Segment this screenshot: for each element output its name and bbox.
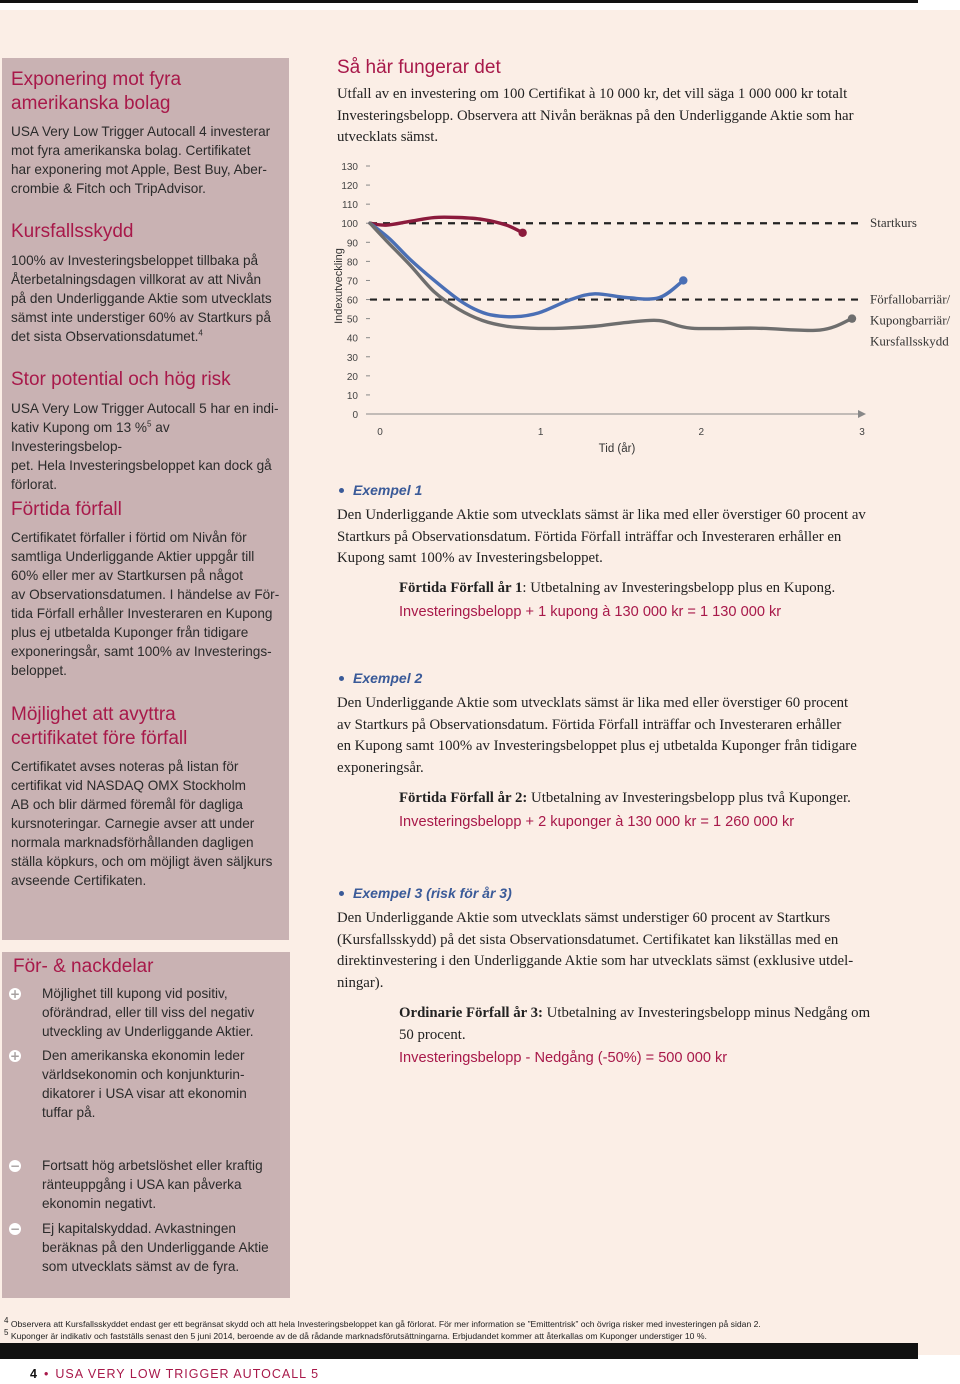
potential-text [11, 399, 283, 494]
x-tick-label: 3 [859, 427, 865, 438]
series-line [370, 217, 523, 233]
example-3-heading [339, 885, 512, 901]
pros-cons-heading: För- & nackdelar [13, 956, 154, 977]
early-redemption-text [11, 528, 283, 680]
y-tick-label: 50 [346, 314, 358, 326]
y-tick-label: 20 [346, 371, 358, 383]
footer-bullet-icon: • [43, 1367, 50, 1381]
early-line: av Observationsdatumen. I händelse av För- [11, 587, 280, 602]
con-item [42, 1219, 278, 1276]
early-line: beloppet. [11, 663, 67, 678]
example-line: direktinvestering i den Underliggande Aktie som har utvecklats sämst (exklusive utdel- [337, 953, 854, 970]
example-line: Den Underliggande Aktie som utvecklats sämst är lika med eller överstiger 60 procent av [337, 507, 866, 523]
early-redemption-heading: Förtida förfall [11, 499, 122, 520]
pro-line: Den amerikanska ekonomin leder [42, 1048, 245, 1063]
sell-line: kursnoteringar. Carnegie avser att under [11, 816, 255, 831]
pro-line: utveckling av Underliggande Aktier. [42, 1024, 254, 1039]
calc-text: Utbetalning av Investeringsbelopp plus två Kuponger. [527, 790, 851, 806]
protection-line [11, 327, 283, 346]
x-axis-arrow-icon [858, 410, 866, 418]
calc-text: : Utbetalning av Investeringsbelopp plus en Kupong. [522, 580, 836, 596]
potential-heading: Stor potential och hög risk [11, 369, 231, 390]
protection-line-text: det sista Observationsdatumet. [11, 329, 199, 344]
running-title: USA VERY LOW TRIGGER AUTOCALL 5 [55, 1367, 320, 1381]
intro-line: Investeringsbelopp. Observera att Nivån beräknas på den Underliggande Aktie som har [337, 107, 854, 124]
protection-line: Återbetalningsdagen villkorat av att Nivån [11, 272, 262, 287]
example-line: en Kupong samt 100% av Investeringsbeloppet plus ej utbetalda Kuponger från tidigare [337, 738, 857, 755]
con-line: ekonomin negativt. [42, 1196, 157, 1211]
series-end-point [518, 229, 526, 237]
example-1-text [337, 505, 919, 570]
exposure-line: har exponering mot Apple, Best Buy, Aber- [11, 162, 267, 177]
series-end-point [679, 276, 687, 284]
y-tick-label: 120 [341, 181, 358, 193]
series-end-point [848, 314, 856, 322]
exposure-line: crombie & Fitch och TripAdvisor. [11, 181, 206, 196]
x-axis-ticks [377, 427, 865, 438]
footer-rule [0, 1343, 918, 1359]
sell-heading-line: Möjlighet att avyttra [11, 704, 176, 725]
example-1-formula: Investeringsbelopp + 1 kupong à 130 000 kr = 1 130 000 kr [399, 604, 782, 620]
footnote-5 [4, 1328, 707, 1341]
minus-icon: − [9, 1222, 21, 1236]
pro-line: världsekonomin och konjunkturin- [42, 1067, 245, 1082]
example-title: Exempel 3 (risk för år 3) [353, 885, 512, 901]
example-title: Exempel 2 [353, 670, 423, 686]
pro-line: Möjlighet till kupong vid positiv, [42, 986, 228, 1001]
potential-line: förlorat. [11, 477, 58, 492]
calc-line [399, 1002, 919, 1024]
y-tick-label: 100 [341, 219, 358, 231]
protection-line: sämst inte understiger 60% av Startkurs på [11, 310, 271, 325]
example-3-formula: Investeringsbelopp - Nedgång (-50%) = 500 000 kr [399, 1050, 728, 1066]
calc-label: Ordinarie Förfall år 3: [399, 1005, 543, 1021]
potential-line-text: kativ Kupong om 13 % [11, 420, 148, 435]
protection-heading: Kursfallsskydd [11, 221, 134, 242]
potential-line-text: av Investeringsbelop- [11, 420, 170, 454]
intro-text [337, 84, 919, 149]
example-3-calc [399, 1002, 919, 1046]
example-line: av Startkurs på Observationsdatum. Förtida Förfall inträffar och Investeraren erhåller [337, 716, 842, 733]
sell-line: avseende Certifikaten. [11, 873, 147, 888]
minus-icon: − [9, 1159, 21, 1173]
calc-text: Utbetalning av Investeringsbelopp minus Nedgång om [542, 1005, 871, 1021]
y-axis-label: Indexutveckling [333, 248, 345, 324]
exposure-line: USA Very Low Trigger Autocall 4 investerar [11, 124, 271, 139]
series-line [370, 223, 683, 317]
intro-line: Utfall av en investering om 100 Certifikat à 10 000 kr, det vill säga 1 000 000 kr totalt [337, 86, 848, 102]
reference-line-label: Kursfallsskydd [870, 333, 949, 349]
potential-line: USA Very Low Trigger Autocall 5 har en indi- [11, 401, 279, 416]
early-line: 60% eller mer av Startkursen på något [11, 568, 243, 583]
calc-label: Förtida Förfall år 1 [399, 580, 523, 596]
sell-line: normala marknadsförhållanden dagligen [11, 835, 254, 850]
pro-line: dikatorer i USA visar att ekonomin [42, 1086, 247, 1101]
y-tick-label: 60 [346, 295, 358, 307]
example-line: Den Underliggande Aktie som utvecklats sämst är lika med eller överstiger 60 procent [337, 695, 849, 711]
footnote-number: 4 [4, 1316, 9, 1326]
footnote-ref: 5 [147, 419, 152, 429]
y-tick-label: 30 [346, 352, 358, 364]
x-tick-label: 0 [377, 427, 383, 438]
y-tick-label: 70 [346, 276, 358, 288]
pro-item [42, 984, 278, 1041]
early-line: plus ej utbetalda Kuponger från tidigare [11, 625, 249, 640]
intro-line: utvecklats sämst. [337, 129, 439, 146]
y-tick-label: 110 [342, 200, 358, 212]
sell-line: certifikat vid NASDAQ OMX Stockholm [11, 778, 246, 793]
protection-text [11, 251, 283, 346]
protection-line: 100% av Investeringsbeloppet tillbaka på [11, 253, 259, 268]
early-line: tida Förfall erhåller Investeraren en Kupong [11, 606, 273, 621]
example-2-text [337, 693, 919, 779]
y-tick-label: 80 [346, 257, 358, 269]
example-line: exponeringsår. [337, 759, 424, 776]
exposure-line: mot fyra amerikanska bolag. Certifikatet [11, 143, 251, 158]
early-line: exponeringsår, samt 100% av Investerings- [11, 644, 272, 659]
example-line: ningar). [337, 974, 384, 991]
footnote-4 [4, 1316, 761, 1329]
reference-line-label: Startkurs [870, 215, 917, 231]
calc-label: Förtida Förfall år 2: [399, 790, 528, 806]
con-item [42, 1156, 278, 1213]
example-2-formula: Investeringsbelopp + 2 kuponger à 130 000 kr = 1 260 000 kr [399, 814, 795, 830]
con-line: ränteuppgång i USA kan påverka [42, 1177, 242, 1192]
x-tick-label: 1 [537, 427, 544, 438]
example-line: Startkurs på Observationsdatum. Förtida Förfall inträffar och Investeraren erhåller en [337, 528, 842, 545]
sell-heading-line: certifikatet före förfall [11, 728, 188, 749]
reference-line-label: Kupongbarriär/ [870, 312, 951, 328]
example-3-text [337, 908, 919, 994]
y-axis-ticks [341, 162, 370, 421]
con-line: som utvecklats sämst av de fyra. [42, 1259, 240, 1274]
calc-line: 50 procent. [399, 1027, 466, 1043]
con-line: Fortsatt hög arbetslöshet eller kraftig [42, 1158, 263, 1173]
con-line: Ej kapitalskyddad. Avkastningen [42, 1221, 236, 1236]
con-line: beräknas på den Underliggande Aktie [42, 1240, 269, 1255]
footnote-text: Observera att Kursfallsskyddet endast ger ett begränsat skydd och att hela Investeringsbeloppet kan gå förlorat. För mer information se ”Emittentrisk” och övriga risker med investeringen på sidan 2. [8, 1319, 761, 1329]
y-tick-label: 130 [341, 162, 358, 173]
top-rule [0, 0, 918, 3]
sell-text [11, 757, 283, 890]
page-footer [30, 1367, 319, 1381]
sell-line: AB och blir därmed föremål för dagliga [11, 797, 243, 812]
early-line: samtliga Underliggande Aktier uppgår till [11, 549, 255, 564]
y-tick-label: 10 [346, 390, 358, 402]
sell-heading [11, 703, 187, 751]
reference-line-label: Förfallobarriär/ [870, 291, 951, 307]
reference-lines [370, 215, 951, 348]
example-2-calc [399, 787, 919, 809]
exposure-heading: Exponering mot fyra amerikanska bolag [11, 69, 182, 114]
plus-icon: + [9, 987, 21, 1001]
footnote-ref: 4 [198, 328, 203, 338]
y-tick-label: 90 [346, 238, 358, 250]
example-1-calc [399, 577, 919, 599]
plus-icon: + [9, 1049, 21, 1063]
exposure-text [11, 122, 283, 198]
example-line: Den Underliggande Aktie som utvecklats sämst understiger 60 procent av Startkurs [337, 910, 831, 926]
pro-item [42, 1046, 278, 1122]
data-series [370, 217, 856, 330]
index-chart [326, 152, 956, 462]
example-line: (Kursfallsskydd) på det sista Observationsdatumet. Certifikatet kan likställas med en [337, 931, 839, 948]
example-line: Kupong samt 100% av Investeringsbeloppet. [337, 550, 603, 567]
y-tick-label: 40 [346, 333, 358, 345]
early-line: Certifikatet förfaller i förtid om Nivån för [11, 530, 247, 545]
footnote-text: Kuponger är indikativ och fastställs senast den 5 juni 2014, beroende av de då rådande marknadsförutsättningarna. Erbjudandet kommer att återkallas om Kuponger understiger 10 %. [8, 1331, 707, 1341]
page-number: 4 [30, 1367, 38, 1381]
pro-line: tuffar på. [42, 1105, 96, 1120]
example-1-heading [339, 482, 422, 498]
example-2-heading [339, 670, 422, 686]
example-title: Exempel 1 [353, 482, 423, 498]
main-heading: Så här fungerar det [337, 57, 501, 78]
x-tick-label: 2 [698, 427, 705, 438]
bullet-icon [339, 891, 344, 896]
footnote-number: 5 [4, 1328, 9, 1338]
pro-line: oförändrad, eller till viss del negativ [42, 1005, 255, 1020]
series-line [370, 223, 852, 330]
potential-line: pet. Hela Investeringsbeloppet kan dock gå [11, 458, 272, 473]
sell-line: ställa köpkurs, och om möjligt även säljkurs [11, 854, 273, 869]
y-tick-label: 0 [352, 410, 358, 421]
x-axis-label: Tid (år) [598, 443, 636, 455]
bullet-icon [339, 676, 344, 681]
protection-line: på den Underliggande Aktie som utvecklats [11, 291, 272, 306]
sell-line: Certifikatet avses noteras på listan för [11, 759, 239, 774]
bullet-icon [339, 488, 344, 493]
potential-line [11, 418, 283, 456]
